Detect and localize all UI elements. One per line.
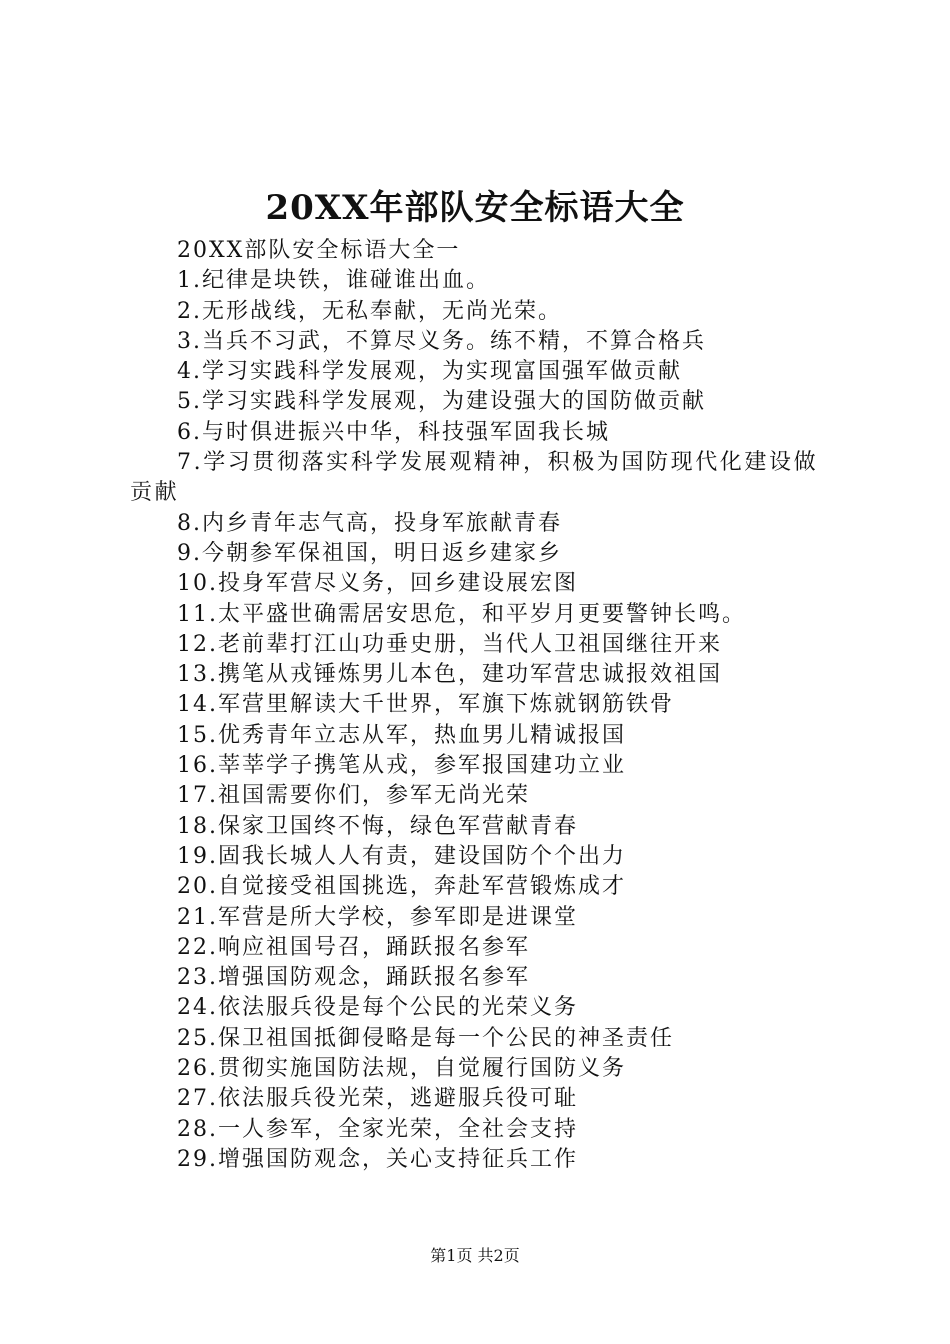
slogan-line: 8.内乡青年志气高，投身军旅献青春 bbox=[177, 510, 562, 536]
slogan-line: 20.自觉接受祖国挑选，奔赴军营锻炼成才 bbox=[177, 874, 626, 900]
slogan-line: 24.依法服兵役是每个公民的光荣义务 bbox=[177, 995, 578, 1021]
slogan-line: 28.一人参军，全家光荣，全社会支持 bbox=[177, 1116, 578, 1142]
document-body bbox=[130, 236, 835, 1175]
slogan-line: 4.学习实践科学发展观，为实现富国强军做贡献 bbox=[177, 359, 682, 385]
slogan-line: 11.太平盛世确需居安思危，和平岁月更要警钟长鸣。 bbox=[177, 601, 746, 627]
slogan-line: 7.学习贯彻落实科学发展观精神，积极为国防现代化建设做贡献 bbox=[130, 450, 819, 506]
slogan-line: 26.贯彻实施国防法规，自觉履行国防义务 bbox=[177, 1056, 626, 1082]
slogan-line: 10.投身军营尽义务，回乡建设展宏图 bbox=[177, 571, 578, 597]
slogan-line: 23.增强国防观念，踊跃报名参军 bbox=[177, 965, 530, 991]
slogan-line: 2.无形战线，无私奉献，无尚光荣。 bbox=[177, 298, 562, 324]
slogan-line: 15.优秀青年立志从军，热血男儿精诚报国 bbox=[177, 722, 626, 748]
slogan-line: 17.祖国需要你们，参军无尚光荣 bbox=[177, 783, 530, 809]
slogan-line: 9.今朝参军保祖国，明日返乡建家乡 bbox=[177, 540, 562, 566]
slogan-line: 29.增强国防观念，关心支持征兵工作 bbox=[177, 1146, 578, 1172]
slogan-line: 21.军营是所大学校，参军即是进课堂 bbox=[177, 904, 578, 930]
slogan-line: 14.军营里解读大千世界，军旗下炼就钢筋铁骨 bbox=[177, 692, 674, 718]
slogan-line: 18.保家卫国终不悔，绿色军营献青春 bbox=[177, 813, 578, 839]
slogan-line: 16.莘莘学子携笔从戎，参军报国建功立业 bbox=[177, 753, 626, 779]
slogan-line: 13.携笔从戎锤炼男儿本色，建功军营忠诚报效祖国 bbox=[177, 662, 722, 688]
slogan-line: 25.保卫祖国抵御侵略是每一个公民的神圣责任 bbox=[177, 1025, 674, 1051]
slogan-line: 3.当兵不习武，不算尽义务。练不精，不算合格兵 bbox=[177, 328, 706, 354]
slogan-line: 27.依法服兵役光荣，逃避服兵役可耻 bbox=[177, 1086, 578, 1112]
document-title: 20XX年部队安全标语大全 bbox=[265, 188, 685, 228]
slogan-line: 22.响应祖国号召，踊跃报名参军 bbox=[177, 934, 530, 960]
section-heading: 20XX部队安全标语大全一 bbox=[177, 238, 461, 263]
slogan-line: 5.学习实践科学发展观，为建设强大的国防做贡献 bbox=[177, 389, 706, 415]
slogan-line: 19.固我长城人人有责，建设国防个个出力 bbox=[177, 843, 626, 869]
slogan-line: 12.老前辈打江山功垂史册，当代人卫祖国继往开来 bbox=[177, 631, 722, 657]
slogan-line: 1.纪律是块铁，谁碰谁出血。 bbox=[177, 268, 490, 294]
slogan-line: 6.与时俱进振兴中华，科技强军固我长城 bbox=[177, 419, 610, 445]
page-number-footer: 第1页 共2页 bbox=[430, 1246, 520, 1265]
